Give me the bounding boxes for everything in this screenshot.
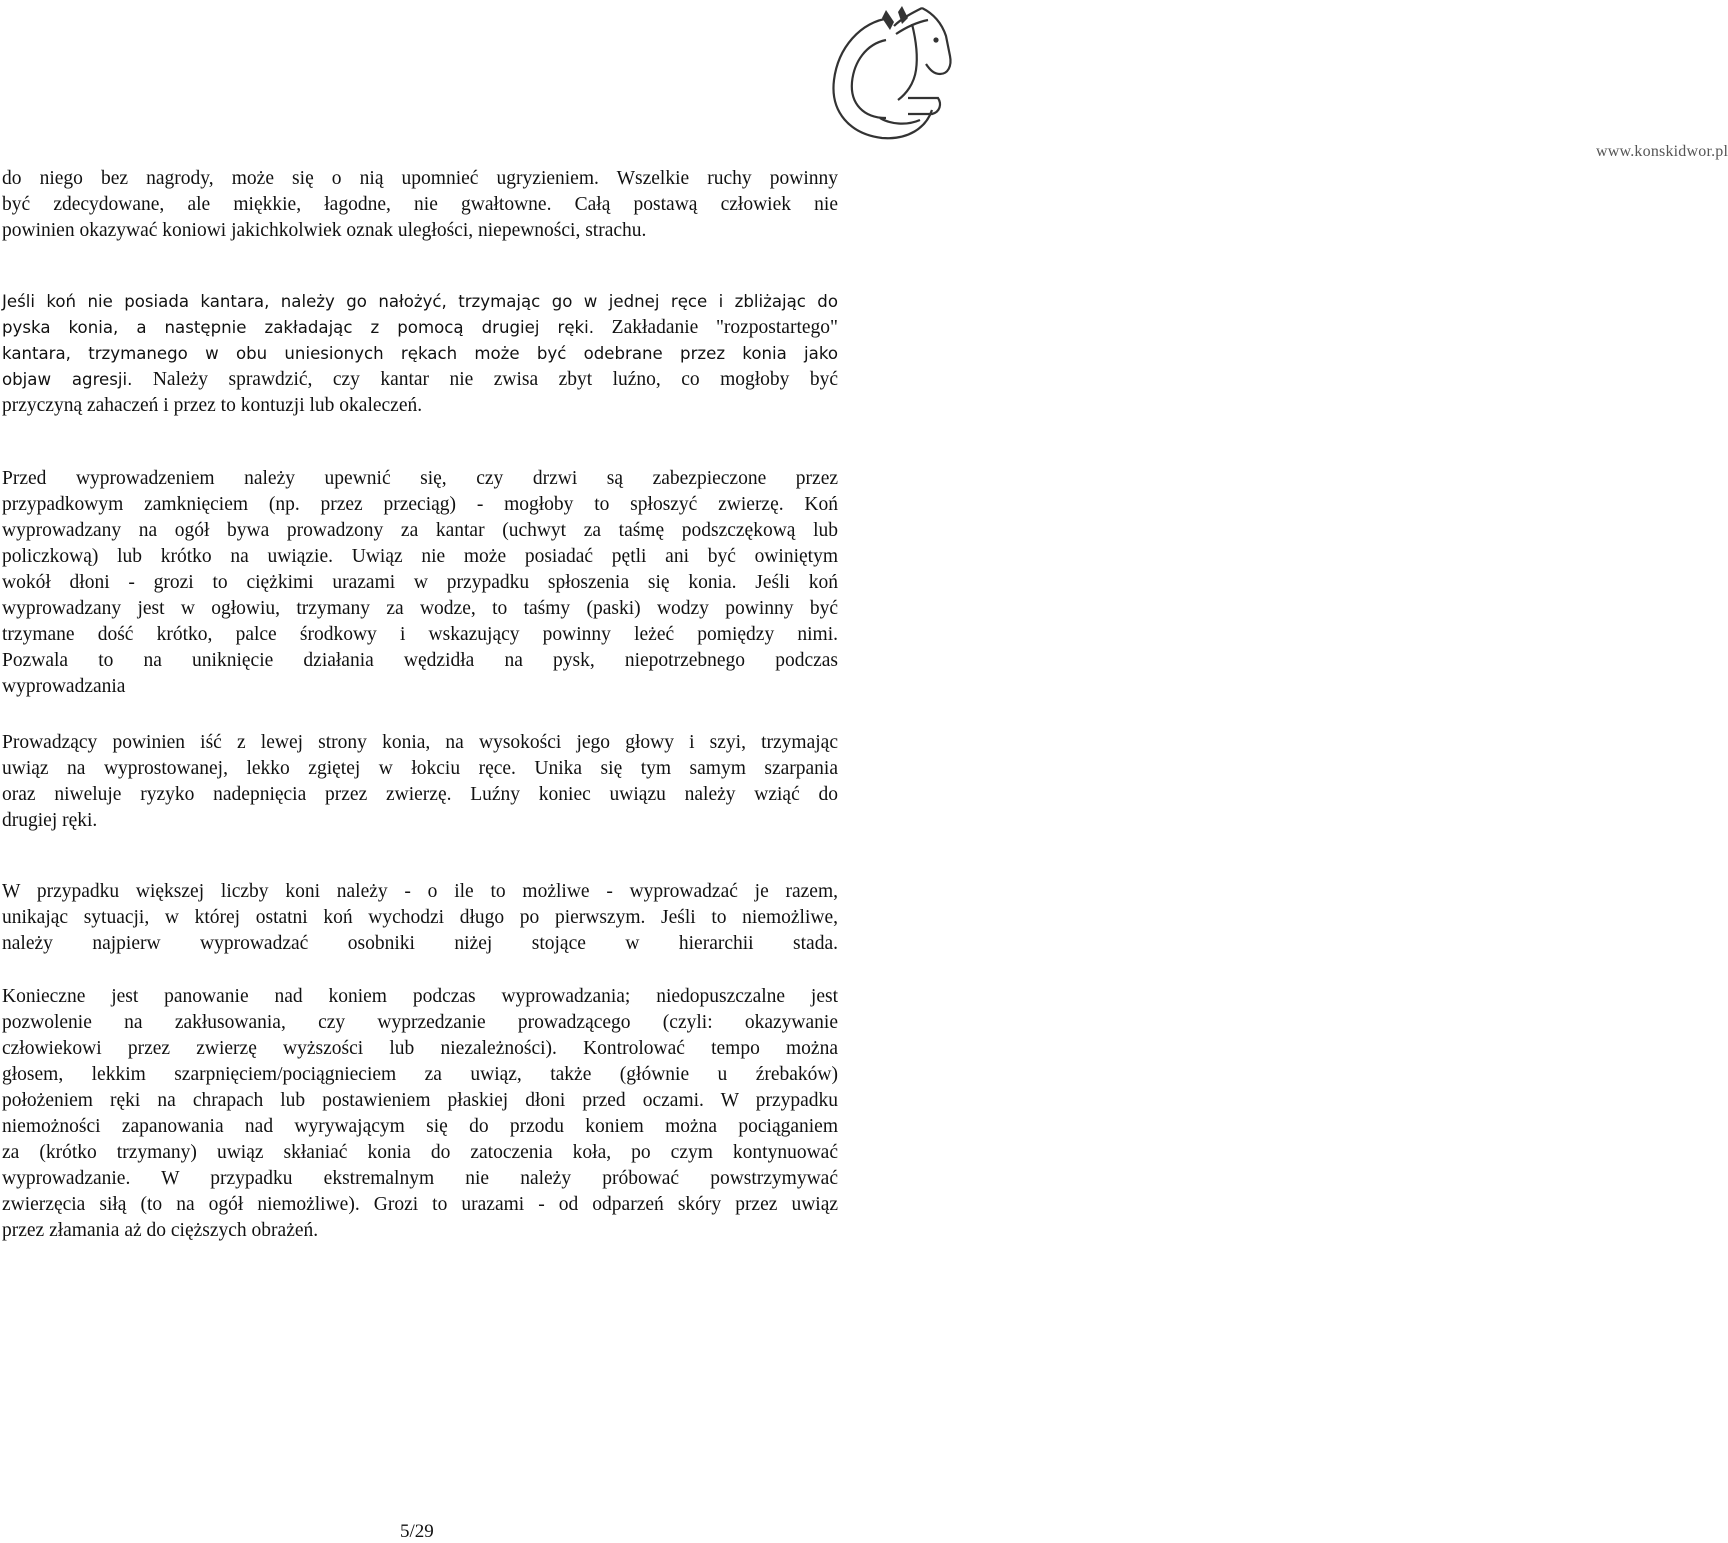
text-line: powinien okazywać koniowi jakichkolwiek oznak uległości, niepewności, strachu. <box>2 220 647 241</box>
text-segment: Należy sprawdzić, czy kantar nie zwisa zbyt luźno, co mogłoby być <box>132 369 838 390</box>
paragraph-4 <box>2 730 838 834</box>
horse-head-logo-icon <box>790 0 960 165</box>
text-line: Konieczne jest panowanie nad koniem podczas wyprowadzania; niedopuszczalne jest <box>2 986 838 1007</box>
text-line: do niego bez nagrody, może się o nią upomnieć ugryzieniem. Wszelkie ruchy powinny <box>2 168 838 189</box>
text-line: pozwolenie na zakłusowania, czy wyprzedzanie prowadzącego (czyli: okazywanie <box>2 1012 838 1033</box>
text-line: Przed wyprowadzeniem należy upewnić się, czy drzwi są zabezpieczone przez <box>2 468 838 489</box>
text-line <box>2 315 838 341</box>
text-line: należy najpierw wyprowadzać osobniki niżej stojące w hierarchii stada. <box>2 933 838 954</box>
text-line <box>2 367 838 393</box>
text-segment: Zakładanie "rozpostartego" <box>594 317 838 338</box>
text-line: drugiej ręki. <box>2 810 98 831</box>
text-line: unikając sytuacji, w której ostatni koń wychodzi długo po pierwszym. Jeśli to niemożliwe, <box>2 907 838 928</box>
text-line: położeniem ręki na chrapach lub postawieniem płaskiej dłoni przed oczami. W przypadku <box>2 1090 838 1111</box>
paragraph-2 <box>2 289 838 419</box>
paragraph-5 <box>2 879 838 957</box>
text-line: za (krótko trzymany) uwiąz skłaniać konia do zatoczenia koła, po czym kontynuować <box>2 1142 838 1163</box>
text-line: przez złamania aż do cięższych obrażeń. <box>2 1220 319 1241</box>
text-line: niemożności zapanowania nad wyrywającym się do przodu koniem można pociąganiem <box>2 1116 838 1137</box>
text-line: głosem, lekkim szarpnięciem/pociągnieciem za uwiąz, także (głównie u źrebaków) <box>2 1064 838 1085</box>
text-line: być zdecydowane, ale miękkie, łagodne, nie gwałtowne. Całą postawą człowiek nie <box>2 194 838 215</box>
text-line: Jeśli koń nie posiada kantara, należy go nałożyć, trzymając go w jednej ręce i zbliżając do <box>2 292 838 311</box>
text-line: przypadkowym zamknięciem (np. przez przeciąg) - mogłoby to spłoszyć zwierzę. Koń <box>2 494 838 515</box>
text-line: policzkową) lub krótko na uwiązie. Uwiąz nie może posiadać pętli ani być owiniętym <box>2 546 838 567</box>
paragraph-1 <box>2 166 838 244</box>
text-line: wokół dłoni - grozi to ciężkimi urazami w przypadku spłoszenia się konia. Jeśli koń <box>2 572 838 593</box>
text-line: Pozwala to na uniknięcie działania wędzidła na pysk, niepotrzebnego podczas <box>2 650 838 671</box>
text-line: kantara, trzymanego w obu uniesionych rękach może być odebrane przez konia jako <box>2 344 838 363</box>
text-segment: objaw agresji. <box>2 370 133 389</box>
text-segment: pyska konia, a następnie zakładając z pomocą drugiej ręki. <box>2 318 595 337</box>
text-line: przyczyną zahaczeń i przez to kontuzji lub okaleczeń. <box>2 395 423 416</box>
text-line: Prowadzący powinien iść z lewej strony konia, na wysokości jego głowy i szyi, trzymając <box>2 732 838 753</box>
text-line: trzymane dość krótko, palce środkowy i wskazujący powinny leżeć pomiędzy nimi. <box>2 624 838 645</box>
text-line: oraz niweluje ryzyko nadepnięcia przez zwierzę. Luźny koniec uwiązu należy wziąć do <box>2 784 838 805</box>
text-line: zwierzęcia siłą (to na ogół niemożliwe). Grozi to urazami - od odparzeń skóry przez uwiąz <box>2 1194 838 1215</box>
text-line: W przypadku większej liczby koni należy - o ile to możliwe - wyprowadzać je razem, <box>2 881 838 902</box>
text-line: wyprowadzany jest w ogłowiu, trzymany za wodze, to taśmy (paski) wodzy powinny być <box>2 598 838 619</box>
text-line: uwiąz na wyprostowanej, lekko zgiętej w łokciu ręce. Unika się tym samym szarpania <box>2 758 838 779</box>
text-line: wyprowadzany na ogół bywa prowadzony za kantar (uchwyt za taśmę podszczękową lub <box>2 520 838 541</box>
text-line: wyprowadzanie. W przypadku ekstremalnym nie należy próbować powstrzymywać <box>2 1168 838 1189</box>
page-number: 5/29 <box>400 1521 434 1542</box>
text-line: wyprowadzania <box>2 676 126 697</box>
logo-url-text: www.konskidwor.pl <box>1596 143 1728 160</box>
paragraph-6 <box>2 984 838 1244</box>
paragraph-3 <box>2 466 838 700</box>
text-line: człowiekowi przez zwierzę wyższości lub niezależności). Kontrolować tempo można <box>2 1038 838 1059</box>
site-logo <box>790 0 1728 165</box>
